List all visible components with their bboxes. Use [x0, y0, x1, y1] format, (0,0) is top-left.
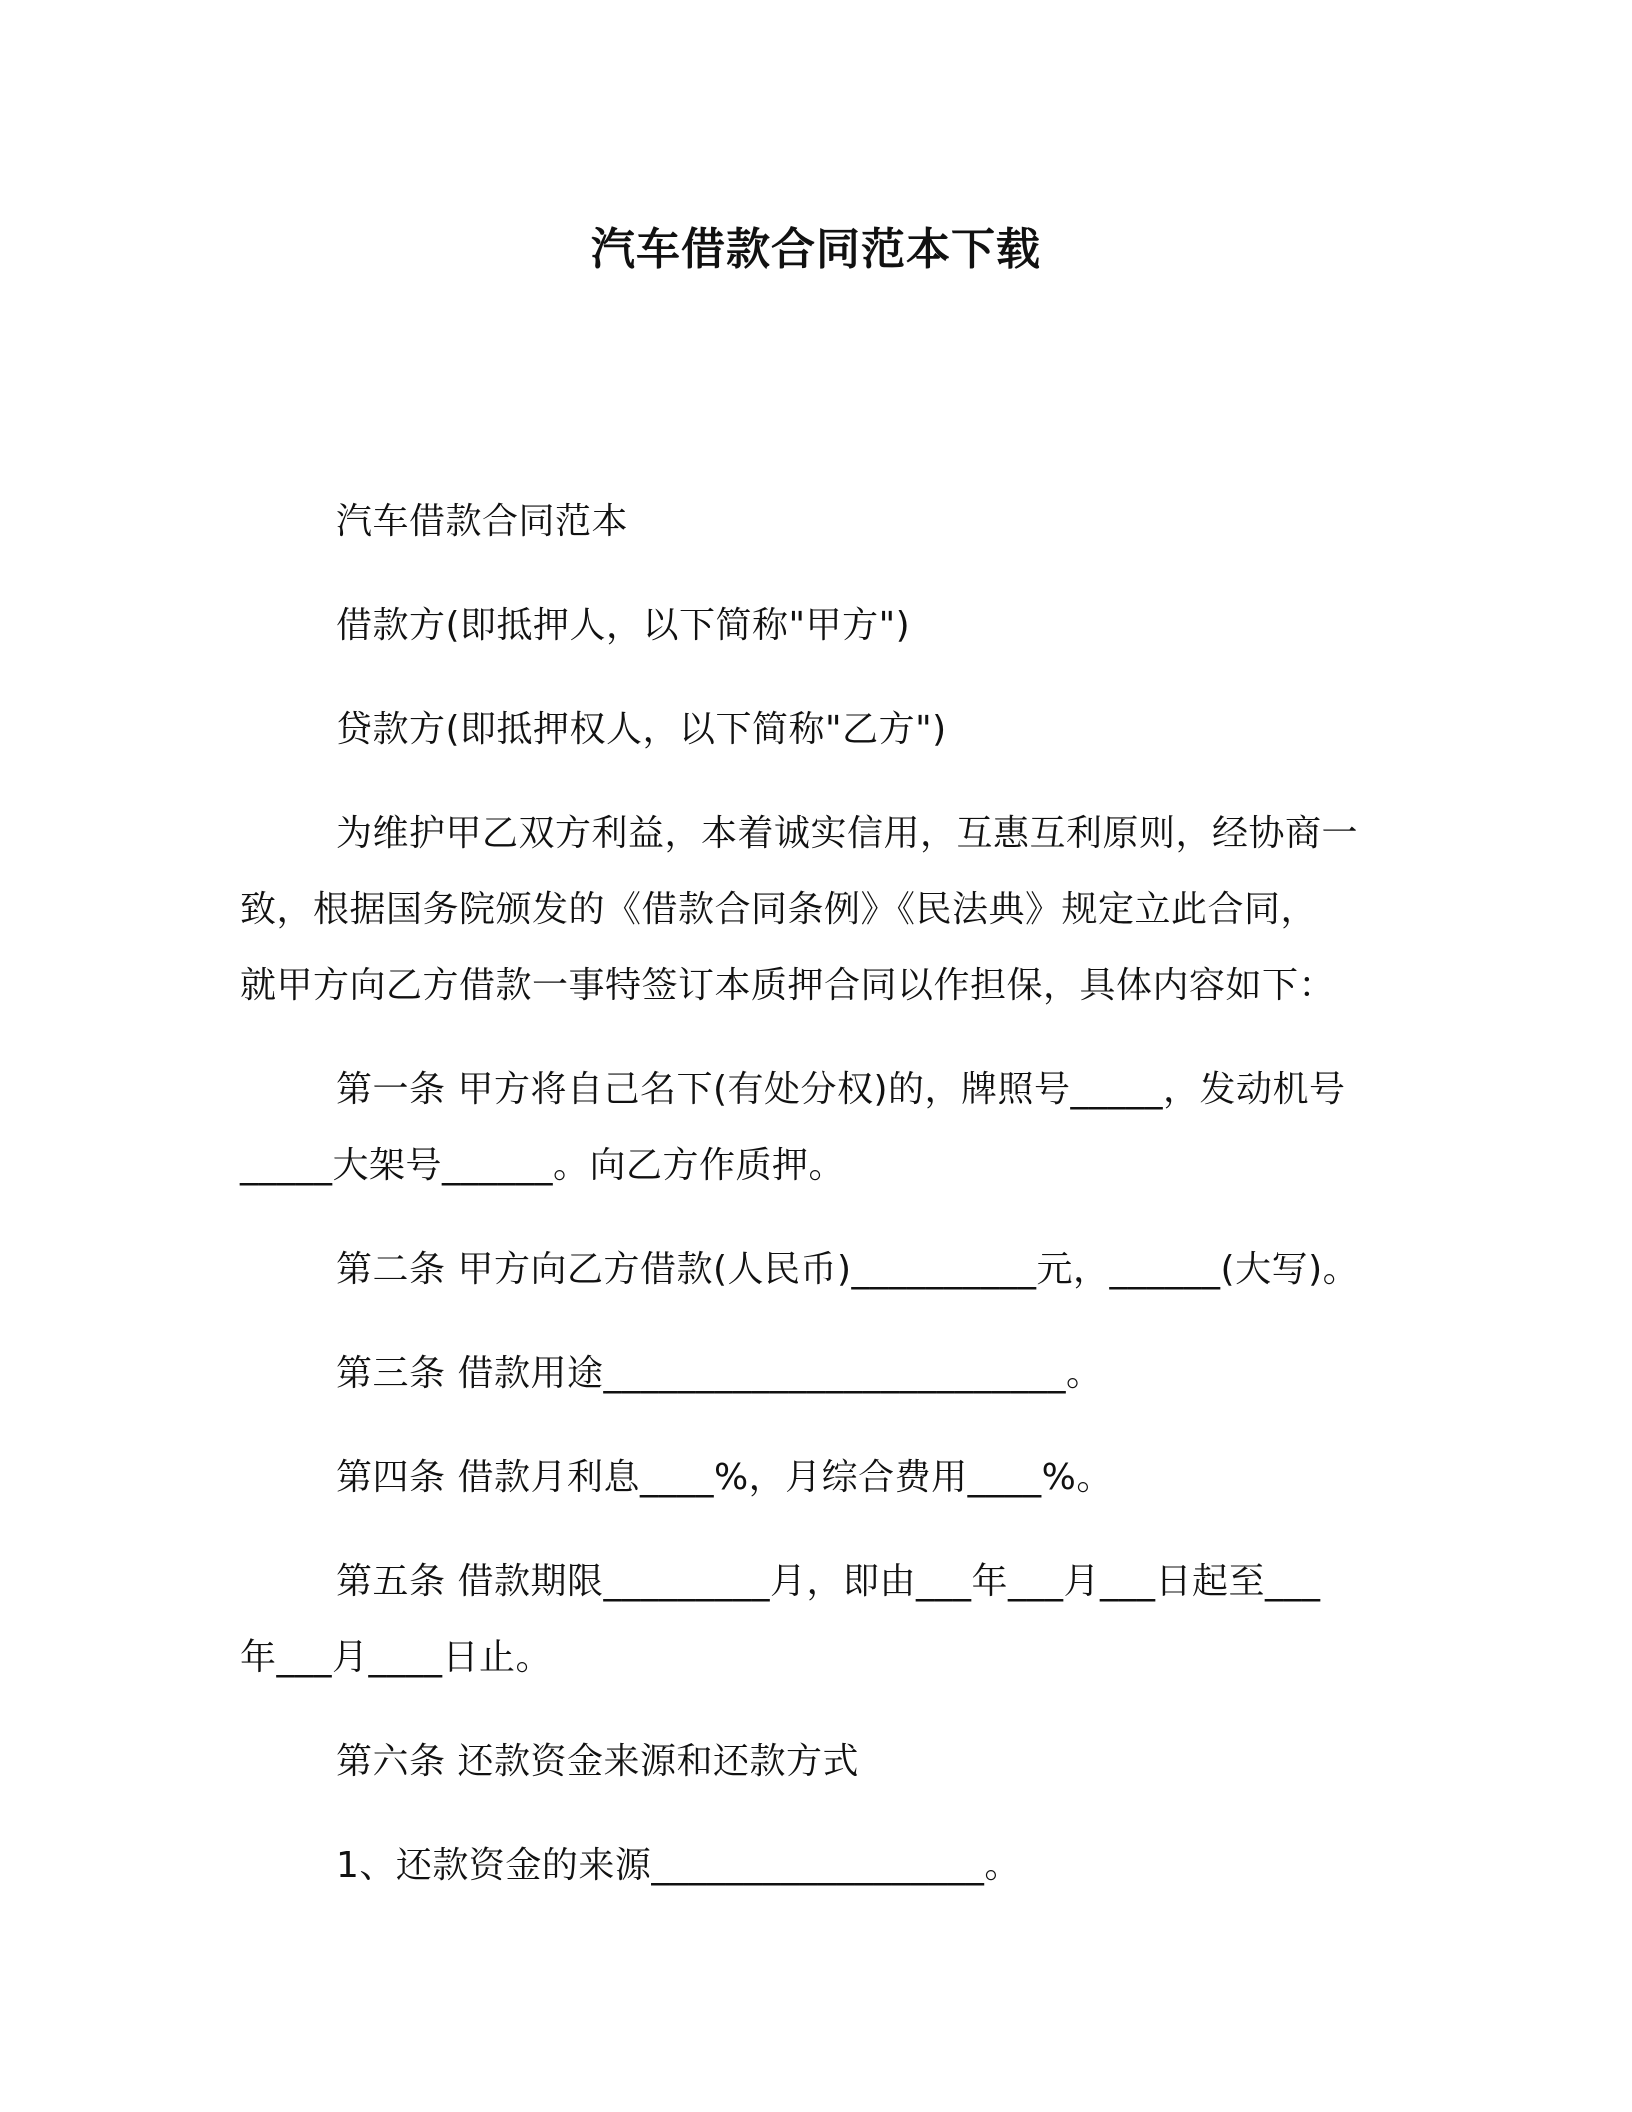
borrower-line: 借款方(即抵押人，以下简称"甲方") [336, 605, 911, 646]
article-6: 第六条 还款资金来源和还款方式 [336, 1741, 859, 1782]
article-4: 第四条 借款月利息____%，月综合费用____%。 [336, 1457, 1113, 1498]
document-title: 汽车借款合同范本下载 [591, 224, 1041, 275]
article-2: 第二条 甲方向乙方借款(人民币)__________元，______(大写)。 [336, 1249, 1360, 1290]
article-5-line-1: 第五条 借款期限_________月，即由___年___月___日起至___ [336, 1561, 1321, 1602]
article-1-line-1: 第一条 甲方将自己名下(有处分权)的，牌照号_____，发动机号 [336, 1069, 1346, 1110]
article-6-item-1: 1、还款资金的来源__________________。 [336, 1845, 1021, 1886]
article-1-line-2: _____大架号______。向乙方作质押。 [240, 1145, 846, 1186]
lender-line: 贷款方(即抵押权人，以下简称"乙方") [336, 709, 947, 750]
article-5-line-2: 年___月____日止。 [240, 1637, 553, 1678]
preamble-line-3: 就甲方向乙方借款一事特签订本质押合同以作担保，具体内容如下： [240, 965, 1336, 1006]
article-3: 第三条 借款用途_________________________。 [336, 1353, 1103, 1394]
preamble-line-1: 为维护甲乙双方利益，本着诚实信用，互惠互利原则，经协商一 [336, 813, 1359, 854]
contract-subtitle: 汽车借款合同范本 [336, 501, 629, 542]
preamble-line-2: 致，根据国务院颁发的《借款合同条例》《民法典》规定立此合同， [240, 889, 1318, 930]
